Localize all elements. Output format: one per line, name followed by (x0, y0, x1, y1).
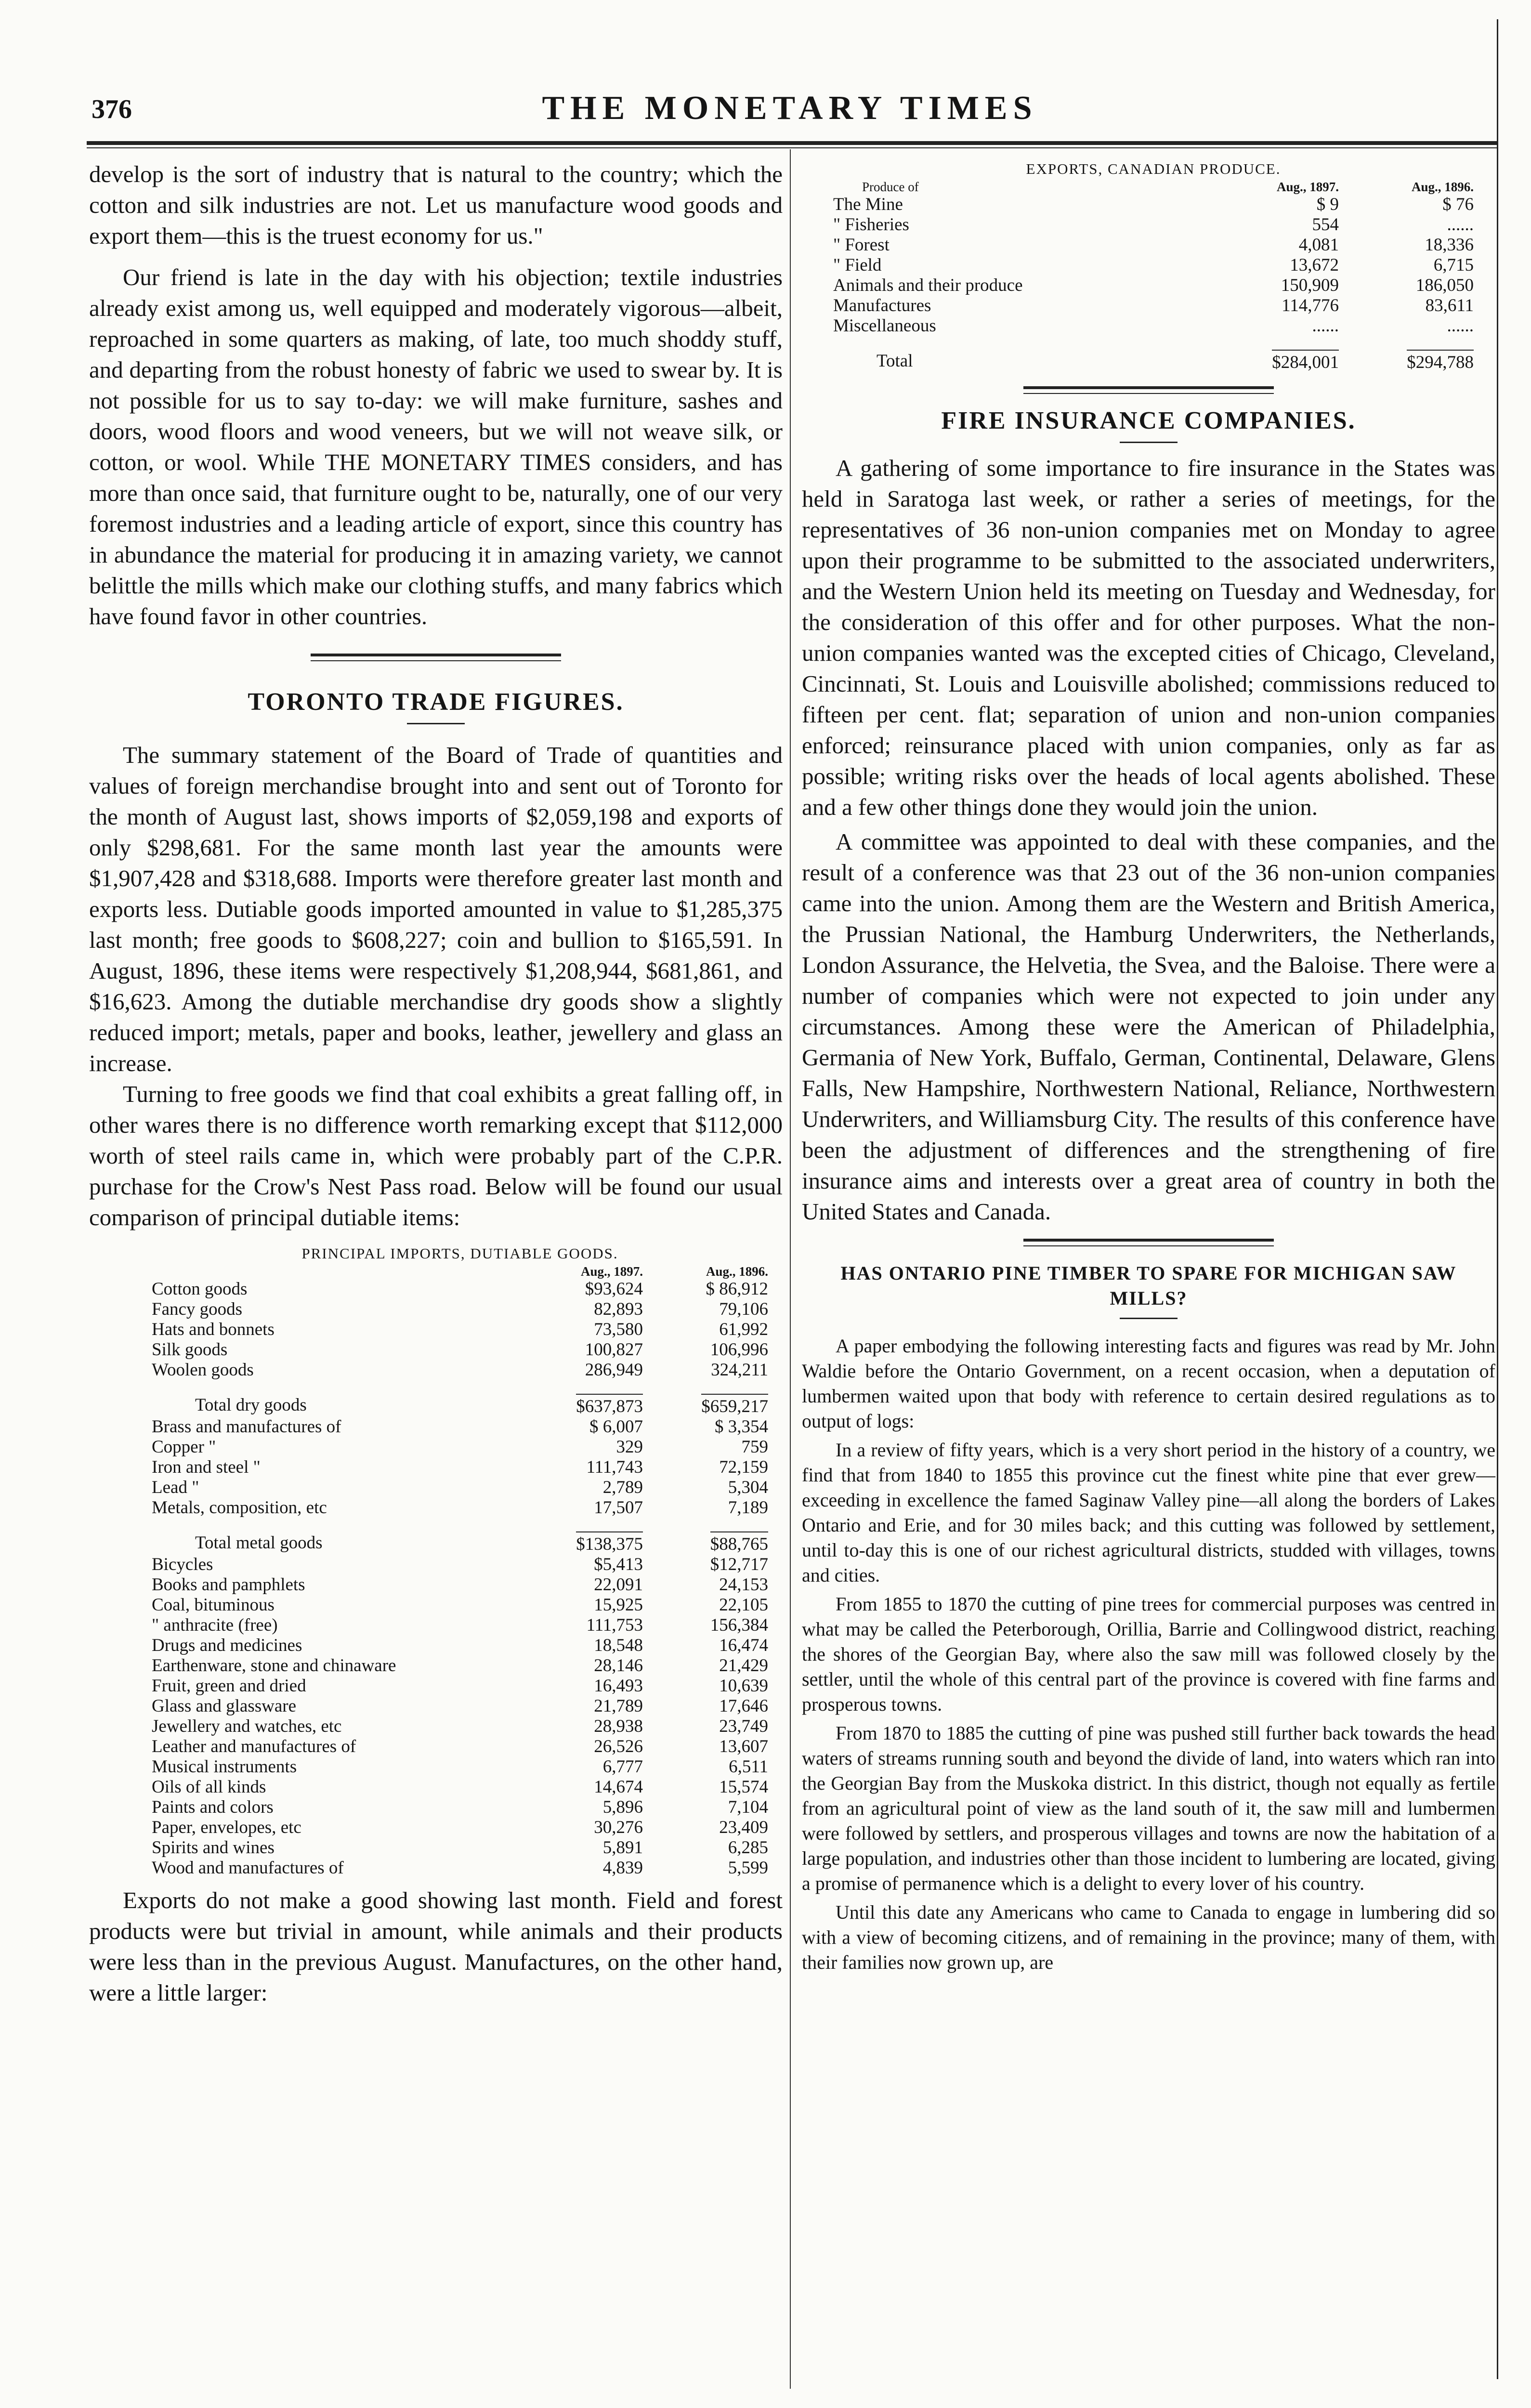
total-label: Total (877, 351, 913, 371)
row-value: $12,717 (710, 1555, 768, 1574)
row-label: Cotton goods (152, 1279, 248, 1299)
total-value: $294,788 (1407, 350, 1474, 373)
table-row (152, 1417, 768, 1437)
row-value: 26,526 (594, 1737, 643, 1756)
table-row (152, 1498, 768, 1518)
table-row (152, 1656, 768, 1676)
row-value: 15,925 (594, 1595, 643, 1615)
row-value: 22,105 (719, 1595, 768, 1615)
row-value: 17,646 (719, 1696, 768, 1716)
pine-paragraph: From 1855 to 1870 the cutting of pine trees for commercial purposes was centred in what may be called the Peterborough, Orillia, Barrie and Collingwood district, reaching the shores of the Georgian Bay, where also the saw mill was followed closely by the settler, until the whole of this central part of the province is covered with fine farms and prosperous towns. (802, 1593, 1495, 1715)
fire-paragraph: A committee was appointed to deal with these companies, and the result of a conference was that 23 out of the 36 non-union companies came into the union. Among them are the Western and British America, the Prussian National, the Hamburg Underwriters, the Netherlands, London Assurance, the Helvetia, the Svea, and the Baloise. There were a number of companies which were not expected to join under any circumstances. Among these were the American of Philadelphia, Germania of New York, Buffalo, German, Continental, Delaware, Glens Falls, New Hampshire, Northwestern National, Reliance, Northwestern Underwriters, and Williamsburg City. The results of this conference have been the adjustment of differences and the strengthening of fire insurance aims and interests over a great area of country in both the United States and Canada. (802, 828, 1495, 1225)
row-value: $5,413 (594, 1555, 643, 1574)
row-value: 22,091 (594, 1575, 643, 1595)
fire-paragraph: A gathering of some importance to fire insurance in the States was held in Saratoga last week, or rather a series of meetings, for the representatives of 36 non-union companies met on Monday to agree upon their programme to be submitted to the associated underwriters, and the Western Union held its meeting on Tuesday and Wednesday, for the consideration of this offer and for other purposes. What the non-union companies wanted was the excepted cities of Chicago, Cleveland, Cincinnati, St. Louis and Louisville abolished; commissions reduced to fifteen per cent. flat; separation of union and non-union companies enforced; reinsurance placed with union companies, only as far as possible; writing risks over the heads of local agents abolished. These and a few other things done they would join the union. (802, 455, 1495, 820)
table-row (152, 1478, 768, 1498)
row-label: Fruit, green and dried (152, 1676, 306, 1696)
row-value: 5,599 (728, 1858, 768, 1878)
row-label: Copper " (152, 1437, 216, 1457)
row-value: $ 3,354 (715, 1417, 768, 1437)
page-number: 376 (92, 94, 132, 124)
row-header: Produce of (862, 180, 919, 194)
col-header-1896: Aug., 1896. (706, 1264, 768, 1279)
table-row (152, 1457, 768, 1478)
row-value: 4,081 (1298, 235, 1339, 255)
row-value: 100,827 (585, 1340, 643, 1360)
section-divider (1023, 1239, 1274, 1246)
row-value: $93,624 (585, 1279, 643, 1299)
row-label: Animals and their produce (833, 275, 1023, 295)
section-divider (1023, 386, 1274, 394)
row-value: 13,607 (719, 1737, 768, 1756)
row-value: 6,715 (1433, 255, 1474, 275)
row-value: 83,611 (1425, 296, 1474, 315)
row-label: Metals, composition, etc (152, 1498, 327, 1518)
table-row (152, 1615, 768, 1636)
row-label: Iron and steel " (152, 1457, 261, 1477)
total-value: $284,001 (1272, 350, 1339, 373)
row-label: Hats and bonnets (152, 1320, 275, 1339)
row-label: Leather and manufactures of (152, 1737, 356, 1756)
total-value: $138,375 (576, 1531, 643, 1555)
exports-intro-paragraph: Exports do not make a good showing last month. Field and forest products were but trivial in amount, while animals and their products were less than in the previous August. Manufactures, on the other hand, were a little larger: (89, 1887, 783, 2006)
row-label: Woolen goods (152, 1360, 254, 1380)
row-value: $ 76 (1442, 195, 1474, 214)
table-row (833, 215, 1474, 235)
row-value: 28,146 (594, 1656, 643, 1675)
table-row (152, 1777, 768, 1797)
row-value: 554 (1312, 215, 1339, 235)
pine-paragraph: From 1870 to 1885 the cutting of pine was pushed still further back towards the head waters of streams running south and beyond the divide of land, into waters which ran into the Georgian Bay from the Muskoka district. In this district, though not equally as fertile from an agricultural point of view as the land south of it, the saw mill and lumbermen were followed by settlers, and prosperous villages and towns are now the habitation of a large population, and industries other than those incident to lumbering are located, giving a promise of permanence which is a delight to every lover of his country. (802, 1722, 1495, 1894)
row-value: $ 9 (1316, 195, 1339, 214)
row-value: 15,574 (719, 1777, 768, 1797)
table-row (152, 1797, 768, 1818)
row-label: Fancy goods (152, 1299, 243, 1319)
row-value: 16,474 (719, 1636, 768, 1655)
total-label: Total metal goods (195, 1533, 323, 1553)
fire-heading: FIRE INSURANCE COMPANIES. (941, 407, 1356, 434)
table-row (833, 255, 1474, 275)
table-row (152, 1555, 768, 1575)
row-value: 24,153 (719, 1575, 768, 1595)
table-row (152, 1340, 768, 1360)
row-value: 5,896 (602, 1797, 643, 1817)
table-row (152, 1279, 768, 1299)
toronto-heading: TORONTO TRADE FIGURES. (248, 688, 624, 716)
masthead: THE MONETARY TIMES (542, 90, 1038, 127)
table-row (833, 235, 1474, 255)
left-column (89, 159, 783, 2008)
table-row (152, 1360, 768, 1380)
row-value: ...... (1312, 316, 1339, 336)
toronto-paragraph: The summary statement of the Board of Trade of quantities and values of foreign merchandise brought into and sent out of Toronto for the month of August last, shows imports of $2,059,198 and exports of only $298,681. For the same month last year the amounts were $1,907,428 and $318,688. Imports were therefore greater last month and exports less. Dutiable goods imported amounted in value to $1,285,375 last month; free goods to $608,227; coin and bullion to $165,591. In August, 1896, these items were respectively $1,208,944, $681,861, and $16,623. Among the dutiable merchandise dry goods show a slightly reduced import; metals, paper and books, leather, jewellery and glass an increase. (89, 742, 783, 1076)
row-value: $ 86,912 (706, 1279, 768, 1299)
col-header-1897: Aug., 1897. (1276, 180, 1339, 194)
row-label: Earthenware, stone and chinaware (152, 1656, 396, 1675)
total-value: $88,765 (710, 1531, 768, 1555)
row-value: 16,493 (594, 1676, 643, 1696)
table-row (152, 1676, 768, 1696)
row-value: 6,511 (729, 1757, 768, 1777)
row-value: 6,777 (602, 1757, 643, 1777)
row-label: Spirits and wines (152, 1838, 275, 1858)
table-row (152, 1595, 768, 1615)
row-label: Lead " (152, 1478, 199, 1497)
row-label: Books and pamphlets (152, 1575, 305, 1595)
right-column (802, 159, 1495, 1975)
row-value: 61,992 (719, 1320, 768, 1339)
row-value: 23,409 (719, 1818, 768, 1837)
row-value: 13,672 (1290, 255, 1339, 275)
section-divider (311, 654, 561, 661)
page-edge-line (1497, 19, 1498, 2379)
row-label: The Mine (833, 195, 903, 214)
row-value: 150,909 (1281, 275, 1339, 295)
row-value: $ 6,007 (589, 1417, 643, 1437)
row-value: 106,996 (710, 1340, 768, 1360)
total-value: $637,873 (576, 1394, 643, 1417)
row-value: 111,753 (586, 1615, 643, 1635)
row-value: 114,776 (1282, 296, 1339, 315)
row-value: 10,639 (719, 1676, 768, 1696)
row-label: Manufactures (833, 296, 931, 315)
imports-caption: PRINCIPAL IMPORTS, DUTIABLE GOODS. (301, 1245, 618, 1262)
row-value: 286,949 (585, 1360, 643, 1380)
row-value: 186,050 (1415, 275, 1474, 295)
row-label: " Forest (833, 235, 890, 255)
table-row (152, 1838, 768, 1858)
table-row (152, 1858, 768, 1878)
table-row (152, 1299, 768, 1320)
exports-caption: EXPORTS, CANADIAN PRODUCE. (1026, 160, 1281, 177)
row-value: 7,104 (728, 1797, 768, 1817)
row-value: 14,674 (594, 1777, 643, 1797)
row-value: 324,211 (711, 1360, 768, 1380)
row-value: 156,384 (710, 1615, 768, 1635)
row-value: 72,159 (719, 1457, 768, 1477)
row-value: 21,429 (719, 1656, 768, 1675)
row-label: " Field (833, 255, 882, 275)
row-value: 5,891 (602, 1838, 643, 1858)
pine-paragraph: Until this date any Americans who came to Canada to engage in lumbering did so with a view of becoming citizens, and of remaining in the province; many of them, with their families now grown up, are (802, 1901, 1495, 1973)
header-rule (87, 141, 1498, 145)
pine-heading: HAS ONTARIO PINE TIMBER TO SPARE FOR MICHIGAN SAW MILLS? (840, 1262, 1457, 1309)
row-value: 2,789 (602, 1478, 643, 1497)
row-label: " Fisheries (833, 215, 909, 235)
row-value: 21,789 (594, 1696, 643, 1716)
row-label: Oils of all kinds (152, 1777, 266, 1797)
table-row (833, 296, 1474, 316)
intro-paragraph: develop is the sort of industry that is natural to the country; which the cotton and silk industries are not. Let us manufacture wood goods and export them—this is the truest economy for us." (89, 161, 783, 249)
row-label: Paper, envelopes, etc (152, 1818, 301, 1837)
column-divider (790, 149, 791, 2389)
pine-paragraph: In a review of fifty years, which is a very short period in the history of a country, we find that from 1840 to 1855 this province cut the finest white pine that ever grew—exceeding in excellence the famed Saginaw Valley pine—all along the borders of Lakes Ontario and Erie, and for 30 miles back; and this cutting was followed by settlement, until to-day this is one of our richest agricultural districts, studded with villages, towns and cities. (802, 1439, 1495, 1586)
total-label: Total dry goods (195, 1395, 307, 1415)
col-header-1896: Aug., 1896. (1411, 180, 1474, 194)
row-value: 7,189 (728, 1498, 768, 1518)
row-value: 28,938 (594, 1716, 643, 1736)
row-label: Paints and colors (152, 1797, 274, 1817)
row-value: 329 (616, 1437, 643, 1457)
imports-table (152, 1243, 768, 1878)
toronto-paragraph: Turning to free goods we find that coal exhibits a great falling off, in other wares there is no difference worth remarking except that $112,000 worth of steel rails came in, which were probably part of the C.P.R. purchase for the Crow's Nest Pass road. Below will be found our usual comparison of principal dutiable items: (89, 1081, 783, 1230)
row-label: Miscellaneous (833, 316, 936, 336)
row-value: ...... (1447, 215, 1474, 235)
table-row (833, 195, 1474, 215)
row-label: Musical instruments (152, 1757, 297, 1777)
row-label: Coal, bituminous (152, 1595, 275, 1615)
table-row (152, 1737, 768, 1757)
pine-paragraph: A paper embodying the following interesting facts and figures was read by Mr. John Waldie before the Ontario Government, on a recent occasion, when a deputation of lumbermen waited upon that body with reference to certain desired regulations as to output of logs: (802, 1335, 1495, 1432)
table-row (152, 1818, 768, 1838)
exports-table (833, 159, 1474, 373)
row-label: Glass and glassware (152, 1696, 297, 1716)
row-value: 82,893 (594, 1299, 643, 1319)
row-label: Jewellery and watches, etc (152, 1716, 342, 1736)
table-row (152, 1320, 768, 1340)
header-rule-thin (87, 147, 1498, 148)
total-value: $659,217 (701, 1394, 768, 1417)
table-row (152, 1636, 768, 1656)
col-header-1897: Aug., 1897. (580, 1264, 643, 1279)
row-value: 759 (741, 1437, 768, 1457)
row-value: 18,548 (594, 1636, 643, 1655)
table-row (833, 316, 1474, 336)
row-value: 17,507 (594, 1498, 643, 1518)
row-value: 4,839 (602, 1858, 643, 1878)
row-value: 30,276 (594, 1818, 643, 1837)
row-value: 18,336 (1425, 235, 1474, 255)
row-label: " anthracite (free) (152, 1615, 278, 1635)
table-row (152, 1757, 768, 1777)
row-label: Drugs and medicines (152, 1636, 302, 1655)
row-label: Wood and manufactures of (152, 1858, 344, 1878)
row-value: 6,285 (728, 1838, 768, 1858)
row-label: Silk goods (152, 1340, 228, 1360)
table-row (152, 1437, 768, 1457)
row-value: 111,743 (586, 1457, 643, 1477)
table-row (833, 275, 1474, 296)
table-row (152, 1696, 768, 1716)
row-value: ...... (1447, 316, 1474, 336)
row-label: Brass and manufactures of (152, 1417, 341, 1437)
row-value: 23,749 (719, 1716, 768, 1736)
page-header (87, 84, 1493, 137)
table-row (152, 1716, 768, 1737)
row-value: 73,580 (594, 1320, 643, 1339)
intro-paragraph: Our friend is late in the day with his objection; textile industries already exist among us, well equipped and moderately vigorous—albeit, reproached in some quarters as making, of late, too much shoddy stuff, and departing from the robust honesty of fabric we used to swear by. It is not possible for us to say to-day: we will make furniture, sashes and doors, wood floors and wood veneers, but we will not weave silk, or cotton, or wool. While THE MONETARY TIMES considers, and has more than once said, that furniture ought to be, naturally, one of our very foremost industries and a leading article of export, since this country has in abundance the material for producing it in amazing variety, we cannot belittle the mills which make our clothing stuffs, and many fabrics which have found favor in other countries. (89, 264, 783, 629)
row-value: 5,304 (728, 1478, 768, 1497)
row-value: 79,106 (719, 1299, 768, 1319)
row-label: Bicycles (152, 1555, 213, 1574)
table-row (152, 1575, 768, 1595)
